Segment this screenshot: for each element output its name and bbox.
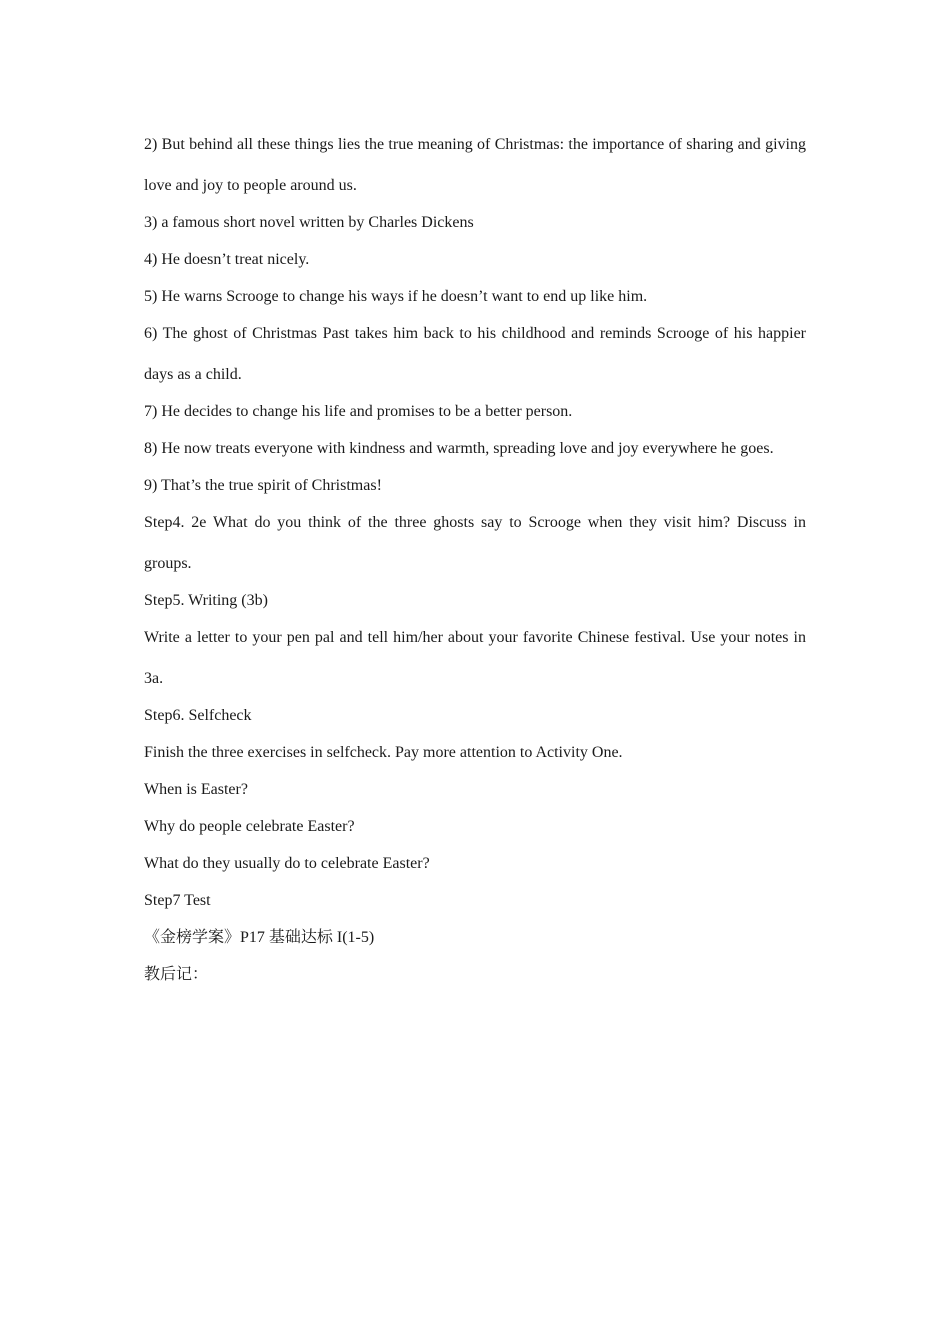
teaching-notes-label: 教后记： xyxy=(144,966,209,983)
step5-heading: Step5. Writing (3b) xyxy=(144,592,268,609)
step6-heading: Step6. Selfcheck xyxy=(144,707,252,724)
answer-8: 8) He now treats everyone with kindness and warmth, spreading love and joy everywhere he goes. xyxy=(144,440,774,457)
answer-3: 3) a famous short novel written by Charles Dickens xyxy=(144,214,474,231)
answer-6: 6) The ghost of Christmas Past takes him back to his childhood and reminds Scrooge of his happier days as a child. xyxy=(144,325,806,383)
document-page xyxy=(144,124,806,995)
writing-instruction: Write a letter to your pen pal and tell him/her about your favorite Chinese festival. Use your notes in 3a. xyxy=(144,629,806,687)
answer-5: 5) He warns Scrooge to change his ways if he doesn’t want to end up like him. xyxy=(144,288,648,305)
selfcheck-instruction: Finish the three exercises in selfcheck. Pay more attention to Activity One. xyxy=(144,744,623,761)
question-what-easter: What do they usually do to celebrate Easter? xyxy=(144,855,430,872)
answer-7: 7) He decides to change his life and promises to be a better person. xyxy=(144,403,573,420)
workbook-reference: 《金榜学案》P17 基础达标 I(1-5) xyxy=(144,929,375,946)
step7-heading: Step7 Test xyxy=(144,892,211,909)
answer-2: 2) But behind all these things lies the true meaning of Christmas: the importance of sharing and giving love and joy to people around us. xyxy=(144,136,806,194)
answer-9: 9) That’s the true spirit of Christmas! xyxy=(144,477,382,494)
step4-heading: Step4. 2e What do you think of the three ghosts say to Scrooge when they visit him? Discuss in groups. xyxy=(144,514,806,572)
question-when-easter: When is Easter? xyxy=(144,781,248,798)
answer-4: 4) He doesn’t treat nicely. xyxy=(144,251,310,268)
question-why-easter: Why do people celebrate Easter? xyxy=(144,818,355,835)
